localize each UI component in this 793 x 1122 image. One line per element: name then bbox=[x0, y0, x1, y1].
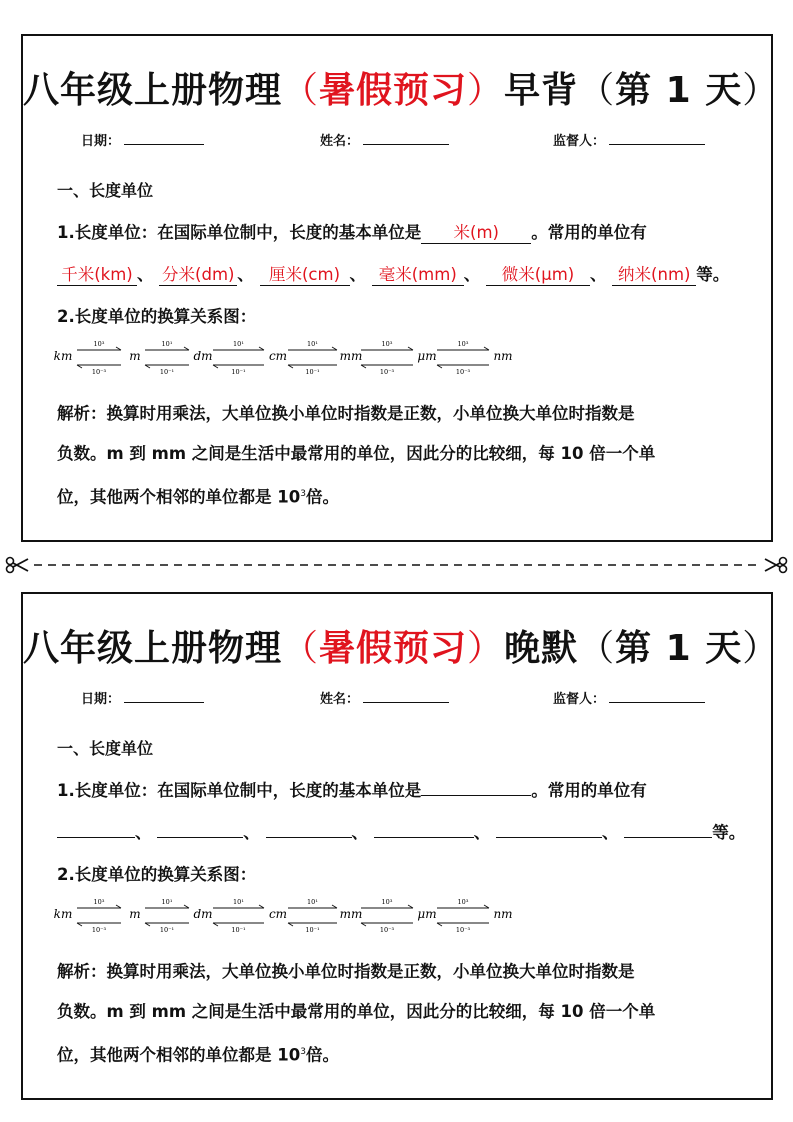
unit-label-3: cm bbox=[268, 907, 288, 921]
page-title: 八年级上册物理（暑假预习）早背（第 1 天） bbox=[23, 70, 780, 111]
unit-label-6: nm bbox=[493, 349, 513, 363]
answer-blank-nm: 纳米(nm) bbox=[612, 261, 696, 286]
fill-blank-1[interactable] bbox=[57, 819, 135, 838]
evening-dictation-card bbox=[21, 592, 780, 1100]
unit-label-0: km bbox=[53, 349, 73, 363]
date-field[interactable]: 日期： bbox=[81, 130, 204, 149]
forward-factor-3: 10¹ bbox=[307, 898, 318, 906]
forward-factor-0: 10³ bbox=[93, 898, 105, 906]
forward-factor-0: 10³ bbox=[93, 340, 105, 348]
section-title: 一、长度单位 bbox=[57, 181, 154, 200]
fill-blank-4[interactable] bbox=[374, 819, 474, 838]
forward-factor-4: 10³ bbox=[381, 340, 393, 348]
section-title: 一、长度单位 bbox=[57, 739, 154, 758]
question-1-line-1: 1.长度单位：在国际单位制中，长度的基本单位是 。常用的单位有 bbox=[57, 777, 647, 801]
forward-factor-3: 10¹ bbox=[307, 340, 318, 348]
backward-factor-0: 10⁻³ bbox=[91, 368, 107, 376]
forward-factor-2: 10¹ bbox=[233, 340, 244, 348]
backward-factor-2: 10⁻¹ bbox=[231, 926, 246, 934]
fill-blank-6[interactable] bbox=[624, 819, 712, 838]
explanation: 解析：换算时用乘法，大单位换小单位时指数是正数，小单位换大单位时指数是 负数。m 到 mm 之间是生活中最常用的单位，因此分的比较细，每 10 倍一个单 位，其他两个相邻的单位都是 $10^3$倍。 bbox=[57, 404, 656, 507]
morning-recite-card bbox=[21, 34, 780, 542]
forward-factor-1: 10¹ bbox=[161, 340, 173, 348]
unit-label-5: μm bbox=[417, 349, 437, 363]
unit-conversion-diagram bbox=[53, 336, 513, 376]
forward-factor-5: 10³ bbox=[457, 898, 469, 906]
answer-blank-km: 千米(km) bbox=[57, 261, 137, 286]
supervisor-field[interactable]: 监督人： bbox=[553, 130, 705, 149]
question-1-line-2: 、 、 、 、 、 等。 bbox=[57, 819, 745, 843]
meta-row bbox=[23, 688, 771, 708]
page-title: 八年级上册物理（暑假预习）晚默（第 1 天） bbox=[23, 628, 780, 669]
name-field[interactable]: 姓名： bbox=[320, 688, 449, 707]
unit-label-4: mm bbox=[339, 907, 363, 921]
question-2: 2.长度单位的换算关系图： bbox=[57, 307, 257, 326]
meta-row bbox=[23, 130, 771, 150]
answer-blank-dm: 分米(dm) bbox=[159, 261, 237, 286]
supervisor-field[interactable]: 监督人： bbox=[553, 688, 705, 707]
question-1-line-2: 千米(km) 、 分米(dm) 、 厘米(cm) 、 毫米(mm) 、 微米(μm) 、 纳米(nm) 等。 bbox=[57, 261, 729, 286]
forward-factor-4: 10³ bbox=[381, 898, 393, 906]
date-field[interactable]: 日期： bbox=[81, 688, 204, 707]
answer-blank-um: 微米(μm) bbox=[486, 261, 590, 286]
unit-label-1: m bbox=[129, 907, 141, 921]
unit-label-1: m bbox=[129, 349, 141, 363]
backward-factor-2: 10⁻¹ bbox=[231, 368, 246, 376]
unit-label-4: mm bbox=[339, 349, 363, 363]
backward-factor-4: 10⁻³ bbox=[379, 368, 395, 376]
unit-label-2: dm bbox=[193, 907, 213, 921]
fill-blank-3[interactable] bbox=[266, 819, 352, 838]
answer-blank-cm: 厘米(cm) bbox=[260, 261, 350, 286]
forward-factor-1: 10¹ bbox=[161, 898, 173, 906]
unit-label-0: km bbox=[53, 907, 73, 921]
backward-factor-4: 10⁻³ bbox=[379, 926, 395, 934]
unit-label-3: cm bbox=[268, 349, 288, 363]
fill-blank-5[interactable] bbox=[496, 819, 602, 838]
question-1-line-1: 1.长度单位：在国际单位制中，长度的基本单位是 米(m) 。常用的单位有 bbox=[57, 219, 647, 244]
answer-blank-base: 米(m) bbox=[421, 219, 531, 244]
unit-label-2: dm bbox=[193, 349, 213, 363]
explanation: 解析：换算时用乘法，大单位换小单位时指数是正数，小单位换大单位时指数是 负数。m 到 mm 之间是生活中最常用的单位，因此分的比较细，每 10 倍一个单 位，其他两个相邻的单位都是 $10^3$倍。 bbox=[57, 962, 656, 1065]
scissors-icon-left bbox=[7, 558, 29, 573]
unit-label-6: nm bbox=[493, 907, 513, 921]
backward-factor-0: 10⁻³ bbox=[91, 926, 107, 934]
backward-factor-1: 10⁻¹ bbox=[159, 368, 175, 376]
forward-factor-5: 10³ bbox=[457, 340, 469, 348]
cut-line bbox=[0, 555, 793, 575]
backward-factor-5: 10⁻³ bbox=[455, 926, 471, 934]
forward-factor-2: 10¹ bbox=[233, 898, 244, 906]
question-2: 2.长度单位的换算关系图： bbox=[57, 865, 257, 884]
unit-conversion-diagram bbox=[53, 894, 513, 934]
backward-factor-3: 10⁻¹ bbox=[305, 926, 320, 934]
backward-factor-1: 10⁻¹ bbox=[159, 926, 175, 934]
backward-factor-3: 10⁻¹ bbox=[305, 368, 320, 376]
name-field[interactable]: 姓名： bbox=[320, 130, 449, 149]
fill-blank-2[interactable] bbox=[157, 819, 243, 838]
scissors-icon-right bbox=[765, 558, 787, 573]
unit-label-5: μm bbox=[417, 907, 437, 921]
fill-blank-base[interactable] bbox=[421, 777, 531, 796]
answer-blank-mm: 毫米(mm) bbox=[372, 261, 464, 286]
backward-factor-5: 10⁻³ bbox=[455, 368, 471, 376]
